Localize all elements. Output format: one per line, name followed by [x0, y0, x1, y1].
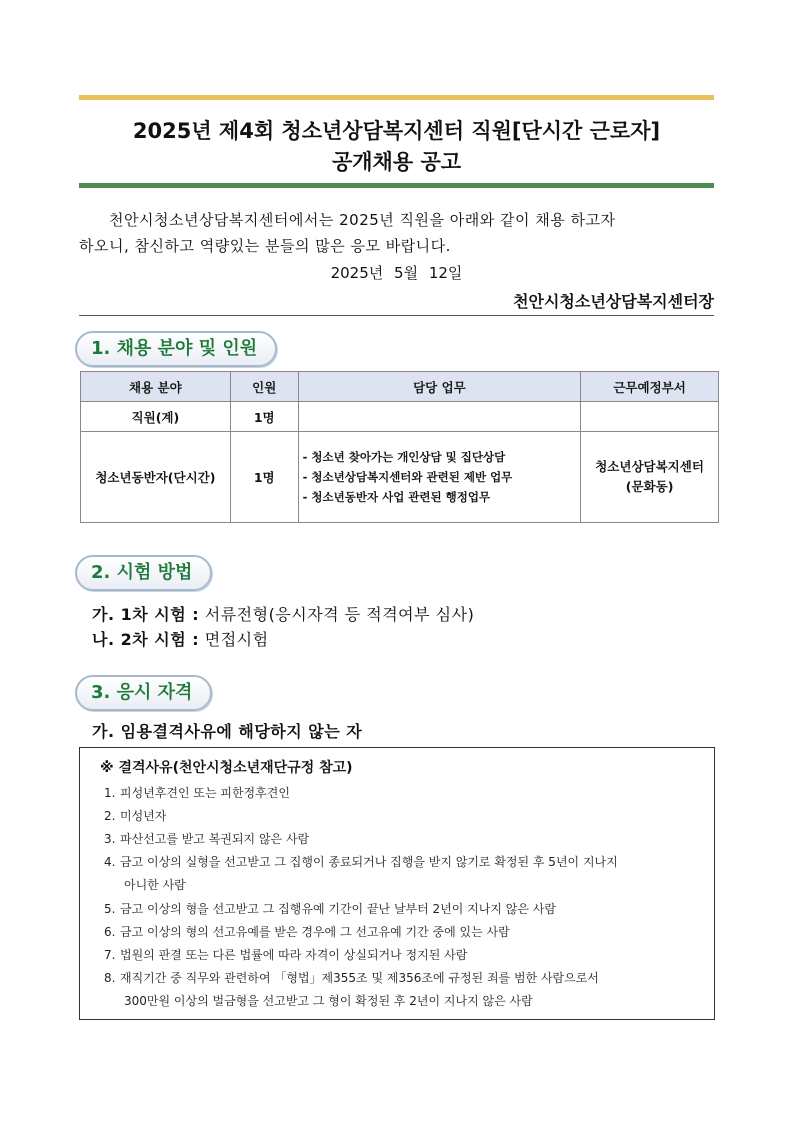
exam-label: 가. 1차 시험 :	[92, 605, 200, 624]
list-item: 5. 금고 이상의 형을 선고받고 그 집행유예 기간이 끝난 날부터 2년이 지나지 않은 사람	[104, 902, 556, 916]
list-item: 1. 피성년후견인 또는 피한정후견인	[104, 786, 290, 800]
section3-subheading: 가. 임용결격사유에 해당하지 않는 자	[92, 722, 363, 741]
intro-line1: 천안시청소년상담복지센터에서는 2025년 직원을 아래와 같이 채용 하고자	[109, 211, 616, 229]
title-bottom-rule	[79, 183, 714, 188]
signer: 천안시청소년상담복지센터장	[513, 292, 714, 311]
list-item: 7. 법원의 판결 또는 다른 법률에 따라 자격이 상실되거나 정지된 사람	[104, 948, 468, 962]
exam-label: 나. 2차 시험 :	[92, 630, 200, 649]
table-header-row	[81, 372, 719, 402]
list-item-continuation: 아니한 사람	[124, 878, 186, 892]
title-top-rule	[79, 95, 714, 100]
exam-item-2	[92, 627, 269, 650]
total-count: 1명	[230, 402, 298, 432]
duty-item: - 청소년 찾아가는 개인상담 및 집단상담	[302, 450, 506, 464]
list-item: 2. 미성년자	[104, 809, 167, 823]
page-title-line1: 2025년 제4회 청소년상담복지센터 직원[단시간 근로자]	[132, 119, 661, 143]
signer-rule	[79, 315, 714, 316]
list-item: 4. 금고 이상의 실형을 선고받고 그 집행이 종료되거나 집행을 받지 않기로 확정된 후 5년이 지나지	[104, 855, 618, 869]
page-title-line2: 공개채용 공고	[331, 150, 462, 174]
row-dept	[581, 432, 719, 523]
header-dept: 근무예정부서	[581, 372, 719, 402]
duty-item: - 청소년상담복지센터와 관련된 제반 업무	[302, 470, 513, 484]
list-item: 6. 금고 이상의 형의 선고유예를 받은 경우에 그 선고유예 기간 중에 있는 사람	[104, 925, 510, 939]
dept-location: (문화동)	[625, 479, 674, 494]
box-title: ※ 결격사유(천안시청소년재단규정 참고)	[100, 760, 353, 776]
announcement-date: 2025년 5월 12일	[330, 264, 463, 282]
total-dept	[581, 402, 719, 432]
list-item: 8. 재직기간 중 직무와 관련하여 「형법」제355조 및 제356조에 규정된 죄를 범한 사람으로서	[104, 971, 599, 985]
total-field: 직원(계)	[81, 402, 231, 432]
table-row-total	[81, 402, 719, 432]
header-field: 채용 분야	[81, 372, 231, 402]
row-count: 1명	[230, 432, 298, 523]
exam-value: 면접시험	[199, 630, 269, 649]
row-duties	[298, 432, 581, 523]
exam-value: 서류전형(응시자격 등 적격여부 심사)	[199, 605, 475, 624]
exam-item-1	[92, 602, 474, 625]
table-row	[81, 432, 719, 523]
row-field: 청소년동반자(단시간)	[81, 432, 231, 523]
duty-item: - 청소년동반자 사업 관련된 행정업무	[302, 490, 491, 504]
list-item-continuation: 300만원 이상의 벌금형을 선고받고 그 형이 확정된 후 2년이 지나지 않은 사람	[124, 994, 533, 1008]
section2-heading: 2. 시험 방법	[75, 555, 212, 591]
intro-line2: 하오니, 참신하고 역량있는 분들의 많은 응모 바랍니다.	[79, 237, 451, 255]
recruitment-table	[80, 371, 719, 523]
section3-heading: 3. 응시 자격	[75, 675, 212, 711]
list-item: 3. 파산선고를 받고 복권되지 않은 사람	[104, 832, 310, 846]
header-duty: 담당 업무	[298, 372, 581, 402]
total-duty	[298, 402, 581, 432]
section1-heading: 1. 채용 분야 및 인원	[75, 331, 277, 367]
dept-name: 청소년상담복지센터	[595, 459, 704, 474]
header-count: 인원	[230, 372, 298, 402]
